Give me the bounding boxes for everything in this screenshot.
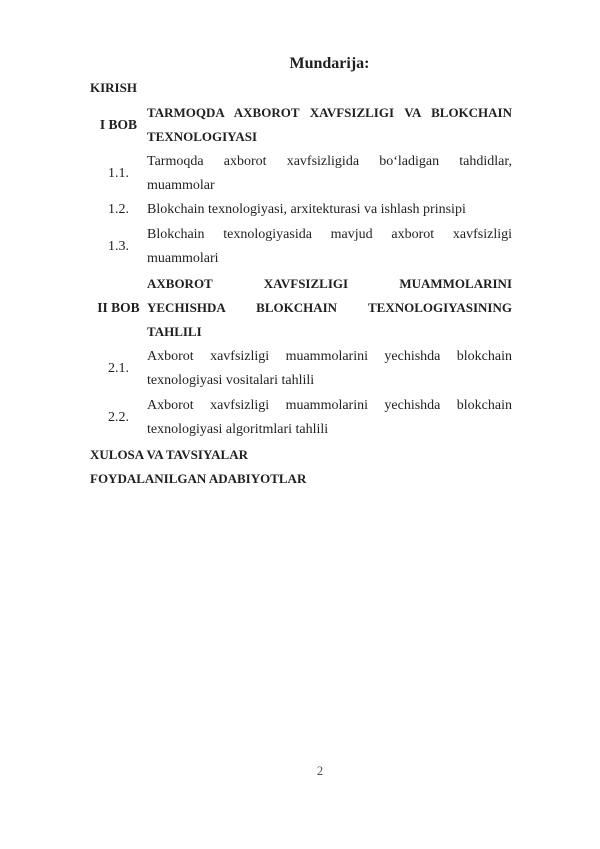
toc-entry-title [147, 394, 512, 443]
toc-entry [90, 394, 512, 443]
toc-line: muammolar [147, 178, 215, 194]
toc-line: Axborot xavfsizligi muammolarini yechishda blokchain [147, 348, 512, 364]
toc-line: texnologiyasi algoritmlari tahlili [147, 422, 329, 438]
document-content [90, 52, 512, 491]
toc-entry [90, 272, 512, 345]
toc-entry-title [90, 443, 512, 467]
toc-entry-label: 1.3. [108, 239, 129, 255]
toc-entry-title [147, 101, 512, 150]
toc-line: AXBOROT XAVFSIZLIGI MUAMMOLARINI [147, 275, 512, 291]
toc-entry [90, 150, 512, 199]
toc-entry-label: 1.1. [108, 165, 129, 181]
toc-entry-title [90, 76, 512, 100]
toc-entry-title [147, 345, 512, 394]
toc-entry-title [147, 272, 512, 345]
toc [90, 76, 512, 491]
toc-line: Tarmoqda axborot xavfsizligida bo‘ladigan tahdidlar, [147, 153, 512, 169]
toc-entry-label: II BOB [97, 300, 140, 316]
toc-entry-title [147, 223, 512, 272]
toc-entry-title [90, 467, 512, 491]
toc-entry [90, 345, 512, 394]
toc-entry-label: 2.1. [108, 361, 129, 377]
toc-entry-label: 1.2. [108, 202, 129, 218]
toc-entry [90, 467, 512, 491]
toc-line: muammolari [147, 251, 219, 267]
page-number: 2 [316, 764, 324, 778]
toc-line: Blokchain texnologiyasi, arxitekturasi va ishlash prinsipi [147, 202, 466, 218]
toc-entry [90, 101, 512, 150]
toc-line: Blokchain texnologiyasida mavjud axborot xavfsizligi [147, 226, 512, 242]
toc-entry-label: 2.2. [108, 409, 129, 425]
toc-line: XULOSA VA TAVSIYALAR [90, 446, 248, 462]
toc-line: KIRISH [90, 80, 137, 96]
toc-entry [90, 198, 512, 222]
page-title: Mundarija: [289, 55, 370, 72]
toc-line: TARMOQDA AXBOROT XAVFSIZLIGI VA BLOKCHAIN [147, 104, 512, 120]
toc-entry-title [147, 150, 512, 199]
toc-entry [90, 223, 512, 272]
toc-entry [90, 76, 512, 100]
toc-entry [90, 443, 512, 467]
toc-line: YECHISHDA BLOKCHAIN TEXNOLOGIYASINING [147, 300, 512, 316]
toc-line: Axborot xavfsizligi muammolarini yechishda blokchain [147, 397, 512, 413]
toc-line: TAHLILI [147, 324, 202, 340]
toc-line: texnologiyasi vositalari tahlili [147, 373, 315, 389]
toc-line: TEXNOLOGIYASI [147, 129, 258, 145]
toc-entry-label: I BOB [99, 117, 138, 133]
toc-entry-title [147, 198, 512, 222]
toc-line: FOYDALANILGAN ADABIYOTLAR [90, 470, 307, 486]
